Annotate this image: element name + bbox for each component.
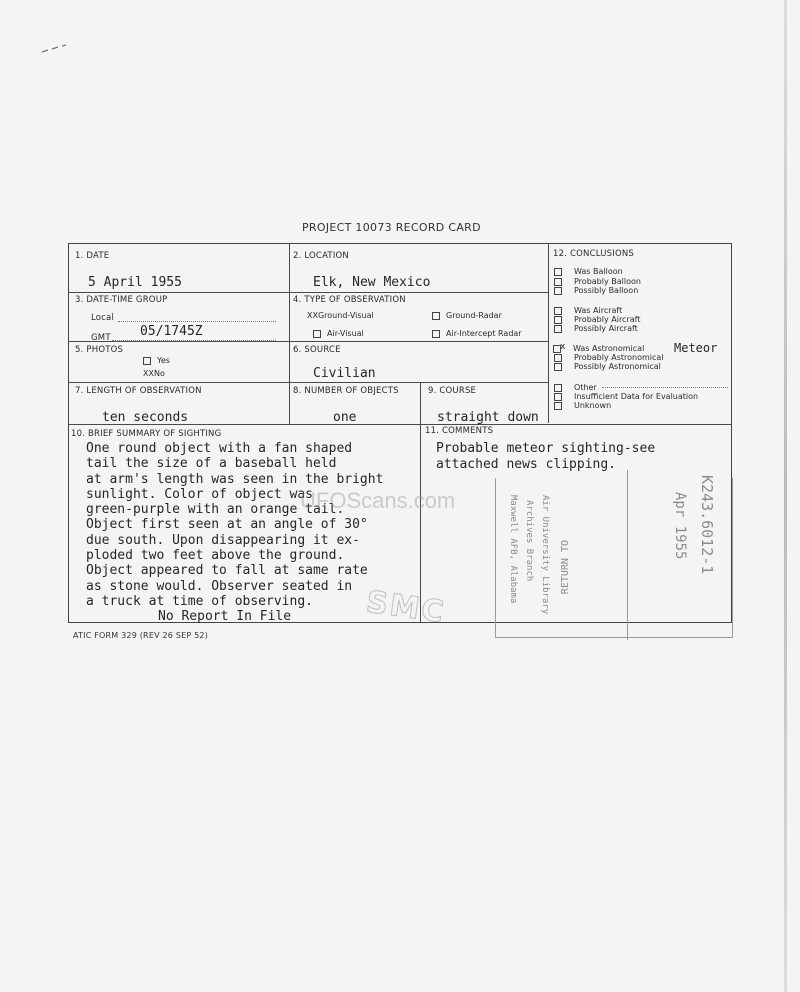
photos-no-mark: XX xyxy=(143,369,154,378)
conclusion-label: Possibly Aircraft xyxy=(574,324,638,333)
stamp-handwritten-date: Apr 1955 xyxy=(672,492,688,560)
conclusion-label: Possibly Balloon xyxy=(574,286,639,295)
source-value: Civilian xyxy=(313,366,376,381)
summary-label: 10. BRIEF SUMMARY OF SIGHTING xyxy=(71,429,222,439)
summary-line: Object first seen at an angle of 30° xyxy=(86,517,368,533)
card-title: PROJECT 10073 RECORD CARD xyxy=(302,221,481,234)
astro-note: Meteor xyxy=(674,341,718,355)
source-label: 6. SOURCE xyxy=(293,345,341,355)
smc-seal: SMC xyxy=(363,584,448,631)
stamp-address-line: Air University Library xyxy=(540,495,550,615)
photos-yes-label: Yes xyxy=(157,356,170,365)
summary-line: ploded two feet above the ground. xyxy=(86,548,345,564)
conclusion-checkbox xyxy=(554,316,562,324)
length-observation-label: 7. LENGTH OF OBSERVATION xyxy=(75,386,202,396)
summary-line: as stone would. Observer seated in xyxy=(86,578,353,594)
ground-radar-checkbox xyxy=(432,312,440,320)
stamp-address-line: Maxwell AFB, Alabama xyxy=(508,495,518,604)
conclusion-label: Insufficient Data for Evaluation xyxy=(574,392,699,401)
conclusion-option xyxy=(554,306,622,315)
datetime-group-label: 3. DATE-TIME GROUP xyxy=(75,295,168,305)
ground-visual-label: Ground-Visual xyxy=(317,311,374,320)
conclusion-checkbox xyxy=(554,287,562,295)
conclusion-option xyxy=(554,315,640,324)
air-intercept-label: Air-Intercept Radar xyxy=(446,329,522,338)
summary-line: sunlight. Color of object was xyxy=(86,486,313,502)
photos-no-option xyxy=(143,369,165,378)
air-intercept-option xyxy=(432,329,522,338)
conclusion-option xyxy=(554,277,641,286)
conclusion-label: Probably Balloon xyxy=(574,277,641,286)
location-value: Elk, New Mexico xyxy=(313,275,431,290)
ground-radar-option xyxy=(432,311,502,320)
watermark: UFOScans.com xyxy=(300,488,456,513)
conclusion-option xyxy=(554,353,664,362)
stamp-return-to: RETURN TO xyxy=(560,540,571,595)
conclusion-option xyxy=(554,401,611,410)
summary-line: One round object with a fan shaped xyxy=(86,441,353,456)
summary-line: Object appeared to fall at same rate xyxy=(86,563,368,579)
conclusion-checkbox xyxy=(554,278,562,286)
summary-line: due south. Upon disappearing it ex- xyxy=(86,532,360,548)
air-visual-option xyxy=(313,329,364,338)
conclusion-label: Was Aircraft xyxy=(574,306,623,315)
conclusion-checkbox xyxy=(554,354,562,362)
number-objects-value: one xyxy=(333,410,357,425)
summary-line: green-purple with an orange tail. xyxy=(86,502,345,518)
date-value: 5 April 1955 xyxy=(88,275,182,290)
conclusion-checkbox xyxy=(554,325,562,333)
conclusion-option xyxy=(554,324,638,333)
photos-yes-checkbox xyxy=(143,357,151,365)
air-intercept-checkbox xyxy=(432,330,440,338)
comments-line: attached news clipping. xyxy=(436,456,617,472)
conclusion-check-mark: x xyxy=(560,341,566,352)
ground-visual-mark: XX xyxy=(307,311,318,320)
scan-edge xyxy=(784,0,787,992)
summary-line: tail the size of a baseball held xyxy=(86,456,337,472)
number-objects-label: 8. NUMBER OF OBJECTS xyxy=(293,386,399,396)
photos-no-label: No xyxy=(153,369,165,378)
conclusion-label: Possibly Astronomical xyxy=(574,362,661,371)
summary-line: a truck at time of observing. xyxy=(86,593,313,609)
conclusion-option xyxy=(554,267,623,276)
conclusion-option xyxy=(554,383,597,392)
stamp-address-line: Archives Branch xyxy=(524,500,534,582)
comments-text xyxy=(436,441,655,472)
conclusion-label: Unknown xyxy=(574,401,612,410)
summary-line: at arm's length was seen in the bright xyxy=(86,471,384,487)
conclusion-option xyxy=(554,362,661,371)
location-label: 2. LOCATION xyxy=(293,251,349,261)
length-observation-value: ten seconds xyxy=(102,410,189,425)
air-visual-checkbox xyxy=(313,330,321,338)
stamp-handwritten-id: K243.6012-1 xyxy=(698,475,716,575)
summary-text xyxy=(86,441,383,625)
conclusion-checkbox xyxy=(554,402,562,410)
course-label: 9. COURSE xyxy=(428,386,477,396)
ground-visual-option xyxy=(307,311,374,320)
conclusion-option xyxy=(554,286,638,295)
course-value: straight down xyxy=(437,410,539,425)
comments-label: 11. COMMENTS xyxy=(425,426,494,436)
conclusion-label: Other xyxy=(574,383,597,392)
conclusion-option xyxy=(553,341,645,353)
gmt-label: GMT xyxy=(91,333,111,343)
conclusion-label: Probably Astronomical xyxy=(574,353,664,362)
conclusion-checkbox xyxy=(554,393,562,401)
photos-label: 5. PHOTOS xyxy=(75,345,124,355)
type-observation-label: 4. TYPE OF OBSERVATION xyxy=(293,295,406,305)
air-visual-label: Air-Visual xyxy=(327,329,364,338)
gmt-value: 05/1745Z xyxy=(140,324,203,339)
conclusion-checkbox xyxy=(554,384,562,392)
comments-line: Probable meteor sighting-see xyxy=(436,441,656,456)
conclusion-checkbox xyxy=(554,307,562,315)
summary-line: No Report In File xyxy=(158,609,292,625)
conclusion-checkbox xyxy=(554,268,562,276)
conclusion-checkbox xyxy=(553,341,566,353)
conclusion-label: Probably Aircraft xyxy=(574,315,641,324)
conclusion-label: Was Astronomical xyxy=(573,344,645,353)
page-speck xyxy=(40,40,70,52)
conclusions-label: 12. CONCLUSIONS xyxy=(553,249,635,259)
conclusion-checkbox xyxy=(554,363,562,371)
photos-yes-option xyxy=(143,356,170,365)
ground-radar-label: Ground-Radar xyxy=(446,311,502,320)
conclusion-label: Was Balloon xyxy=(574,267,623,276)
conclusion-option xyxy=(554,392,698,401)
form-id: ATIC FORM 329 (REV 26 SEP 52) xyxy=(73,631,209,640)
local-label: Local xyxy=(91,313,115,323)
date-label: 1. DATE xyxy=(75,251,110,261)
